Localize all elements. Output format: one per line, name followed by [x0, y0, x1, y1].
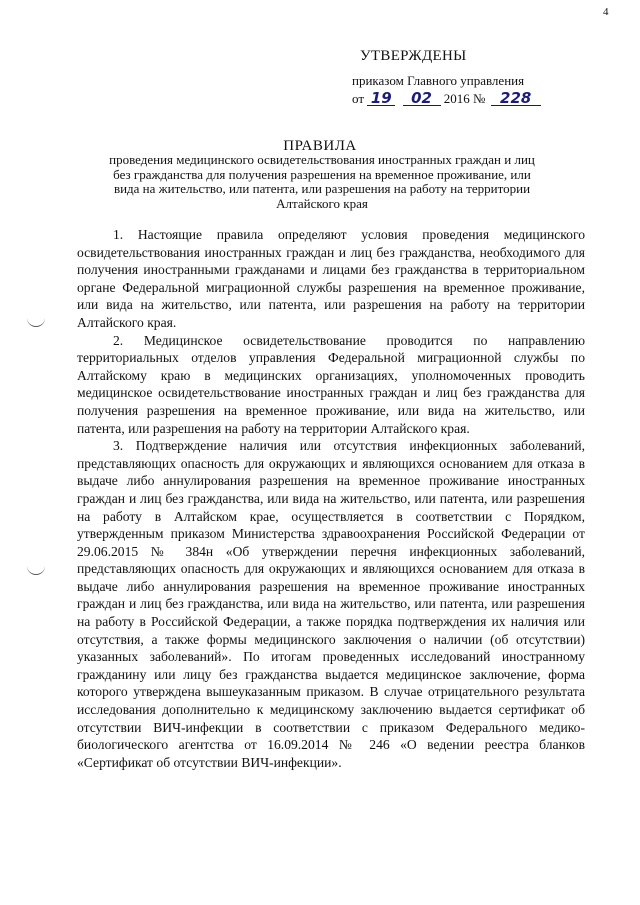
handwritten-order-number: 228	[491, 91, 541, 106]
number-sign: №	[473, 91, 486, 106]
margin-bracket-mark	[27, 566, 45, 575]
subtitle-line: Алтайского края	[276, 195, 368, 211]
paragraph-3: 3. Подтверждение наличия или отсутствия инфекционных заболеваний, представляющих опасность для окружающих и являющихся основанием для отказа в выдаче либо аннулирования разрешения на временное проживание иностранных граждан и лиц без гражданства, или вида на жительство, или патента, или разрешения на работу в Алтайском крае, осуществляется в соответствии с Порядком, утвержденным приказом Министерства здравоохранения Российской Федерации от 29.06.2015 № 384н «Об утверждении перечня инфекционных заболеваний, представляющих опасность для окружающих и являющихся основанием для отказа в выдаче либо аннулирования разрешения на временное проживание иностранных граждан и лиц без гражданства, или вида на жительство, или патента, или разрешения на работу в Российской Федерации, а также порядка подтверждения их наличия или отсутствия, а также формы медицинского заключения о наличии (об отсутствии) указанных заболеваний». По итогам проведенных исследований иностранному гражданину или лицу без гражданства выдается медицинское заключение, форма которого утверждена вышеуказанным приказом. В случае отрицательного результата исследования дополнительно к медицинскому заключению выдается сертификат об отсутствии ВИЧ-инфекции в соответствии с приказом Федерального медико-биологического агентства от 16.09.2014 № 246 «О ведении реестра бланков «Сертификат об отсутствии ВИЧ-инфекции».	[77, 438, 585, 770]
approved-heading: УТВЕРЖДЕНЫ	[360, 48, 467, 64]
approval-block	[352, 48, 612, 107]
subtitle-line: проведения медицинского освидетельствования иностранных граждан и лиц	[109, 152, 535, 167]
order-year: 2016	[443, 91, 470, 106]
paragraph-2: 2. Медицинское освидетельствование проводится по направлению территориальных отделов управления Федеральной миграционной службы по Алтайскому краю в медицинских организациях, уполномоченных проводить медицинское освидетельствование иностранных граждан и лиц без гражданства для получения разрешения на временное проживание, или вида на жительство, или патента, или разрешения на работу на территории Алтайского края.	[77, 332, 585, 436]
document-body	[77, 226, 585, 771]
subtitle-line: вида на жительство, или патента, или разрешения на работу на территории	[113, 181, 531, 196]
handwritten-month: 02	[403, 91, 441, 106]
order-date-line	[352, 91, 612, 107]
date-prefix: от	[352, 91, 365, 106]
subtitle-line: без гражданства для получения разрешения на временное проживание, или	[113, 166, 531, 182]
order-text: приказом Главного управления	[352, 73, 525, 88]
margin-bracket-mark	[27, 318, 45, 327]
document-title: ПРАВИЛА	[283, 138, 357, 154]
page-number: 4	[603, 6, 609, 18]
paragraph-1: 1. Настоящие правила определяют условия проведения медицинского освидетельствования иностранных граждан и лиц без гражданства, необходимого для получения иностранными гражданами и лицами без гражданства в территориальном органе Федеральной миграционной службы разрешения на временное проживание, или вида на жительство, или патента, или разрешения на работу на территории Алтайского края.	[77, 227, 585, 330]
handwritten-day: 19	[367, 91, 395, 106]
document-subtitle	[48, 153, 596, 211]
